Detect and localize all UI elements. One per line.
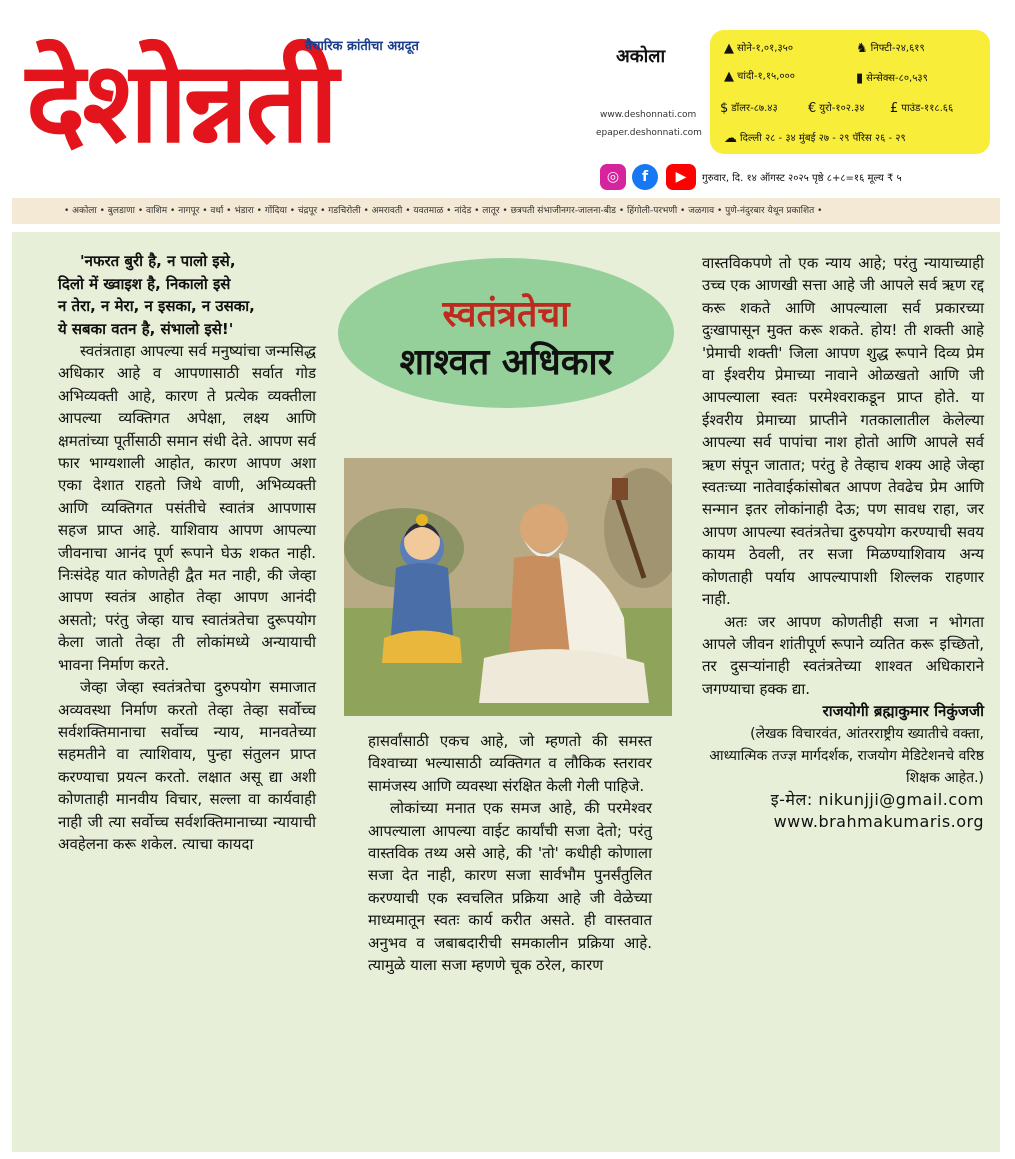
newspaper-logo[interactable]: देशोन्नती <box>26 38 336 168</box>
article-column-1 <box>58 250 316 855</box>
opening-quote: 'नफरत बुरी है, न पालो इसे, दिलो में ख्वाइश है, निकालो इसे न तेरा, न मेरा, न इसका, न उसका, ये सबका वतन है, संभालो इसे!' <box>58 252 255 338</box>
article-paragraph: लोकांच्या मनात एक समज आहे, की परमेश्वर आपल्याला आपल्या वाईट कार्यांची सजा देतो; परंतु वास्तविक तथ्य असे आहे, की 'तो' कधीही कोणाला सजा देत नाही, कारण सजा सार्वभौम पुनर्संतुलित करण्याची एक स्वचलित प्रक्रिया आहे जी वेळेच्या माध्यमातून स्वतः कार्य करीत असते. ही वास्तवात अनुभव व जबाबदारीची समकालीन प्रक्रिया आहे. त्यामुळे याला सजा म्हणणे चूक ठरेल, कारण <box>368 799 652 975</box>
article-paragraph: हासर्वांसाठी एकच आहे, जो म्हणतो की समस्त विश्वाच्या भल्यासाठी व्यक्तिगत व लौकिक स्तरावर सामंजस्य आणि व्यवस्था संरक्षित केली गेली पाहिजे. <box>368 732 652 795</box>
illustration-krishna-sage <box>344 458 672 716</box>
silver-rate: ▲ चांदी-१,१५,००० <box>724 68 796 84</box>
market-panel <box>710 30 990 154</box>
headline-line-1: स्वतंत्रतेचा <box>442 294 570 335</box>
instagram-icon[interactable]: ◎ <box>600 164 626 190</box>
article-paragraph: स्वतंत्रताहा आपल्या सर्व मनुष्यांचा जन्मसिद्ध अधिकार आहे व आपणासाठी सर्वात गोड अभिव्यक्ती आहे, कारण ते प्रत्येक व्यक्तीला आपल्या व्यक्तिगत अपेक्षा, लक्ष्य आणि क्षमतांच्या पूर्तीसाठी समान संधी देते. आपण सर्व फार भाग्यशाली आहोत, कारण आपण अशा एका देशात राहतो जिथे वाणी, अभिव्यक्ती आणि व्यक्तिगत पसंतीचे स्वातंत्र आपणास सहज प्राप्त आहे. याशिवाय आपण आपल्या जीवनाचा आनंद पूर्ण रूपाने घेऊ शकत नाही. निःसंदेह यात कोणतेही द्वैत मत नाही, की जेव्हा आपण स्वतंत्र आहोत तेव्हा आपण आनंदी असतो; परंतु जेव्हा याच स्वातंत्रतेचा दुरूपयोग केला जातो तेव्हा ती लोकांमध्ये अन्यायाची भावना निर्माण करते. <box>58 342 316 674</box>
facebook-icon[interactable]: f <box>632 164 658 190</box>
website-link[interactable]: www.deshonnati.com <box>600 110 697 120</box>
gold-rate: ▲ सोने-१,०१,३५० <box>724 40 794 56</box>
bull-icon: ♞ <box>856 40 868 56</box>
euro-icon: € <box>808 100 817 116</box>
article-paragraph: जेव्हा जेव्हा स्वतंत्रतेचा दुरुपयोग समाजात अव्यवस्था निर्माण करतो तेव्हा तेव्हा सर्वोच्च सर्वशक्तिमानाचा सर्वोच्च न्याय, मानवतेच्या सहमतीने वा त्याशिवाय, पुन्हा संतुलन प्राप्त करण्याचा प्रयत्न करतो. लक्षात असू द्या अशी कोणताही मानवीय विचार, सल्ला वा कार्यवाही नाही जी त्या सर्वोच्च सर्वशक्तिमानाच्या न्यायाची अवहेलना करू शकेल. त्याचा कायदा <box>58 678 316 853</box>
tagline: वैचारिक क्रांतीचा अग्रदूत <box>305 39 419 54</box>
article-column-3 <box>702 252 984 833</box>
author-name: राजयोगी ब्रह्माकुमार निकुंजजी <box>822 702 984 721</box>
dateline: गुरुवार, दि. १४ ऑगस्ट २०२५ पृष्ठे ८+८=१६ मूल्य ₹ ५ <box>702 173 902 184</box>
editions-strip: • अकोला • बुलडाणा • वाशिम • नागपूर • वर्धा • भंडारा • गोंदिया • चंद्रपूर • गडचिरोली • अमरावती • यवतमाळ • नांदेड • लातूर • छत्रपती संभाजीनगर-जालना-बीड • हिंगोली-परभणी • जळगाव • पुणे-नंदुरबार येथून प्रकाशित • <box>12 198 1000 224</box>
masthead <box>0 0 1015 230</box>
weather-info: ☁ दिल्ली २८ - ३४ मुंबई २७ - २९ पॅरिस २६ - २९ <box>724 130 906 146</box>
epaper-link[interactable]: epaper.deshonnati.com <box>596 128 702 138</box>
pound-icon: £ <box>890 100 899 116</box>
headline-oval <box>338 258 674 408</box>
silver-bar-icon: ▲ <box>724 68 734 84</box>
cloud-icon: ☁ <box>724 130 737 146</box>
gold-bar-icon: ▲ <box>724 40 734 56</box>
article-paragraph: वास्तविकपणे तो एक न्याय आहे; परंतु न्यायाच्याही उच्च एक आणखी सत्ता आहे जी आपले सर्व ऋण रद्द करू शकते आणि आपल्याला सर्व प्रकारच्या दुःखापासून मुक्त करू शकते. होय! ती शक्ती आहे 'प्रेमाची शक्ती' जिला आपण शुद्ध रूपाने दिव्य प्रेम वा ईश्वरीय प्रेमाच्या नावाने ओळखतो आणि जी आपल्याला स्वतः परमेश्वराकडून प्राप्त होते. या ईश्वरीय प्रेमाच्या प्राप्तीने गतकालातील केलेल्या आपल्या सर्व पापांचा नाश होतो आणि आपले सर्व ऋण संपून जातात; परंतु हे तेव्हाच शक्य आहे जेव्हा स्वतःच्या नातेवाईकांसोबत आपण तेवढेच प्रेम आणि सन्मान इतर लोकांनाही देऊ; पण सावध राहा, जर आपण आपल्या स्वतंत्रतेचा दुरुपयोग करण्याची सवय कायम ठेवली, तर सजा मिळण्याशिवाय अन्य कोणताही पर्याय आपल्यापाशी शिल्लक राहणार नाही. <box>702 254 984 609</box>
bar-chart-icon: ▮ <box>856 70 864 86</box>
author-note: (लेखक विचारवंत, आंतरराष्ट्रीय ख्यातीचे वक्ता, आध्यात्मिक तज्ज्ञ मार्गदर्शक, राजयोग मेडिटेशनचे वरिष्ठ शिक्षक आहेत.) <box>709 725 984 786</box>
article-paragraph: अतः जर आपण कोणतीही सजा न भोगता आपले जीवन शांतीपूर्ण रूपाने व्यतित करू इच्छितो, तर दुसऱ्यांनाही स्वतंत्रतेच्या शाश्वत अधिकाराने जगण्याचा हक्क द्या. <box>702 612 984 698</box>
pound-rate: £ पाउंड-११८.६६ <box>890 100 954 116</box>
euro-rate: € युरो-१०२.३४ <box>808 100 865 116</box>
edition-city: अकोला <box>616 46 666 67</box>
dollar-icon: $ <box>720 100 729 116</box>
headline-line-2: शाश्वत अधिकार <box>399 342 613 383</box>
article-column-2 <box>368 730 652 976</box>
sensex-rate: ▮ सेन्सेक्स-८०,५३९ <box>856 70 928 86</box>
nifty-rate: ♞ निफ्टी-२४,६१९ <box>856 40 925 56</box>
youtube-icon[interactable]: ▶ <box>666 164 696 190</box>
author-website[interactable]: www.brahmakumaris.org <box>773 811 984 831</box>
author-email[interactable]: इ-मेल: nikunjji@gmail.com <box>770 789 984 809</box>
dollar-rate: $ डॉलर-८७.४३ <box>720 100 778 116</box>
